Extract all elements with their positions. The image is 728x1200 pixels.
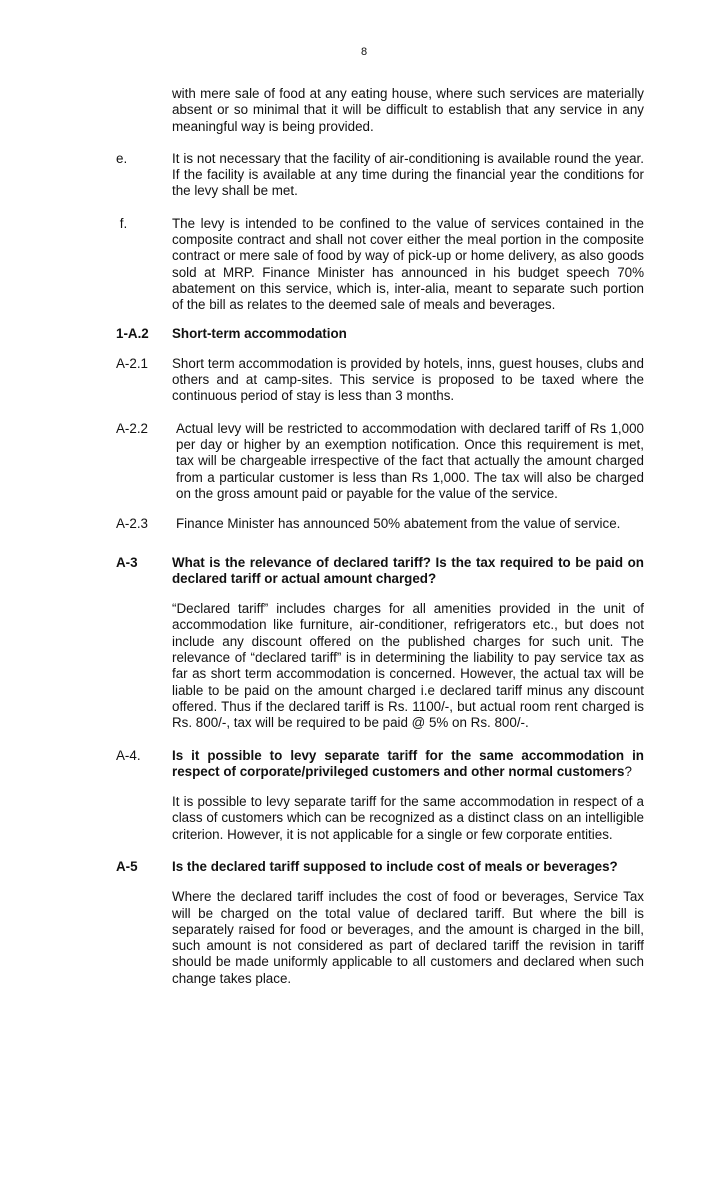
item-label: f. <box>116 215 128 231</box>
answer-text: “Declared tariff” includes charges for all amenities provided in the unit of accommodation like furniture, air-conditioner, refrigerators etc., but does not include any discount offered on the published charges for such unit. The relevance of “declared tariff” is in determining the liability to pay service tax as far as short term accommodation is concerned. However, the actual tax will be liable to be paid on the amount charged i.e declared tariff minus any discount offered. Thus if the declared tariff is Rs. 1100/-, but actual room rent charged is Rs. 800/-, tax will be required to be paid @ 5% on Rs. 800/-. <box>172 601 644 731</box>
clause-a-2-2 <box>116 421 644 502</box>
clause-number: A-2.3 <box>116 516 149 532</box>
question-number: A-3 <box>116 554 138 570</box>
answer-text: Where the declared tariff includes the cost of food or beverages, Service Tax will be charged on the total value of declared tariff. But where the bill is separately raised for food or beverages, and the amount is charged in the bill, such amount is not considered as part of declared tariff the revision in tariff should be made uniformly applicable to all customers and declared when such change takes place. <box>172 889 644 986</box>
question-number: A-4. <box>116 747 141 763</box>
clause-text: Actual levy will be restricted to accommodation with declared tariff of Rs 1,000 per day or higher by an exemption notification. Once this requirement is met, tax will be chargeable irrespective of the fact that actually the amount charged from a particular customer is less than Rs 1,000. The tax will also be charged on the gross amount paid or payable for the value of the service. <box>176 420 644 501</box>
section-heading-1-a2 <box>116 326 644 342</box>
question-a-5 <box>116 859 644 875</box>
answer-a-3 <box>116 601 644 731</box>
item-e <box>116 151 644 200</box>
question-text: Is it possible to levy separate tariff for the same accommodation in respect of corporate/privileged customers and other normal customers <box>172 747 644 779</box>
item-text: The levy is intended to be confined to the value of services contained in the composite contract and shall not cover either the meal portion in the composite contract or mere sale of food by way of pick-up or home delivery, as also goods sold at MRP. Finance Minister has announced in his budget speech 70% abatement on this service, which is, inter-alia, meant to separate such portion of the bill as relates to the deemed sale of meals and beverages. <box>172 215 644 313</box>
question-text-wrapper <box>172 748 644 781</box>
clause-a-2-3 <box>116 516 644 532</box>
page-number: 8 <box>360 46 368 58</box>
clause-text: Finance Minister has announced 50% abatement from the value of service. <box>176 516 621 532</box>
section-title: Short-term accommodation <box>172 325 347 341</box>
clause-text: Short term accommodation is provided by hotels, inns, guest houses, clubs and others and at camp-sites. This service is proposed to be taxed where the continuous period of stay is less than 3 months. <box>172 355 644 404</box>
question-text: What is the relevance of declared tariff? Is the tax required to be paid on declared tariff or actual amount charged? <box>172 554 644 586</box>
clause-number: A-2.2 <box>116 420 149 436</box>
section-number: 1-A.2 <box>116 325 149 341</box>
clause-number: A-2.1 <box>116 355 149 371</box>
answer-text: It is possible to levy separate tariff for the same accommodation in respect of a class of customers which can be recognized as a distinct class on an intelligible criterion. However, it is not applicable for a single or few corporate entities. <box>172 794 644 842</box>
question-text: Is the declared tariff supposed to include cost of meals or beverages? <box>172 858 618 874</box>
document-body <box>116 86 644 987</box>
paragraph-text: with mere sale of food at any eating house, where such services are materially absent or so minimal that it will be difficult to establish that any service in any meaningful way is being provided. <box>172 86 644 134</box>
question-mark: ? <box>624 763 632 779</box>
answer-a-5 <box>116 889 644 987</box>
question-a-4 <box>116 748 644 781</box>
question-a-3 <box>116 555 644 588</box>
clause-a-2-1 <box>116 356 644 405</box>
answer-a-4 <box>116 794 644 843</box>
item-label: e. <box>116 150 128 166</box>
item-text: It is not necessary that the facility of air-conditioning is available round the year. If the facility is available at any time during the financial year the conditions for the levy shall be met. <box>172 150 644 199</box>
item-f <box>116 216 644 314</box>
question-number: A-5 <box>116 858 138 874</box>
paragraph-continuation <box>116 86 644 135</box>
